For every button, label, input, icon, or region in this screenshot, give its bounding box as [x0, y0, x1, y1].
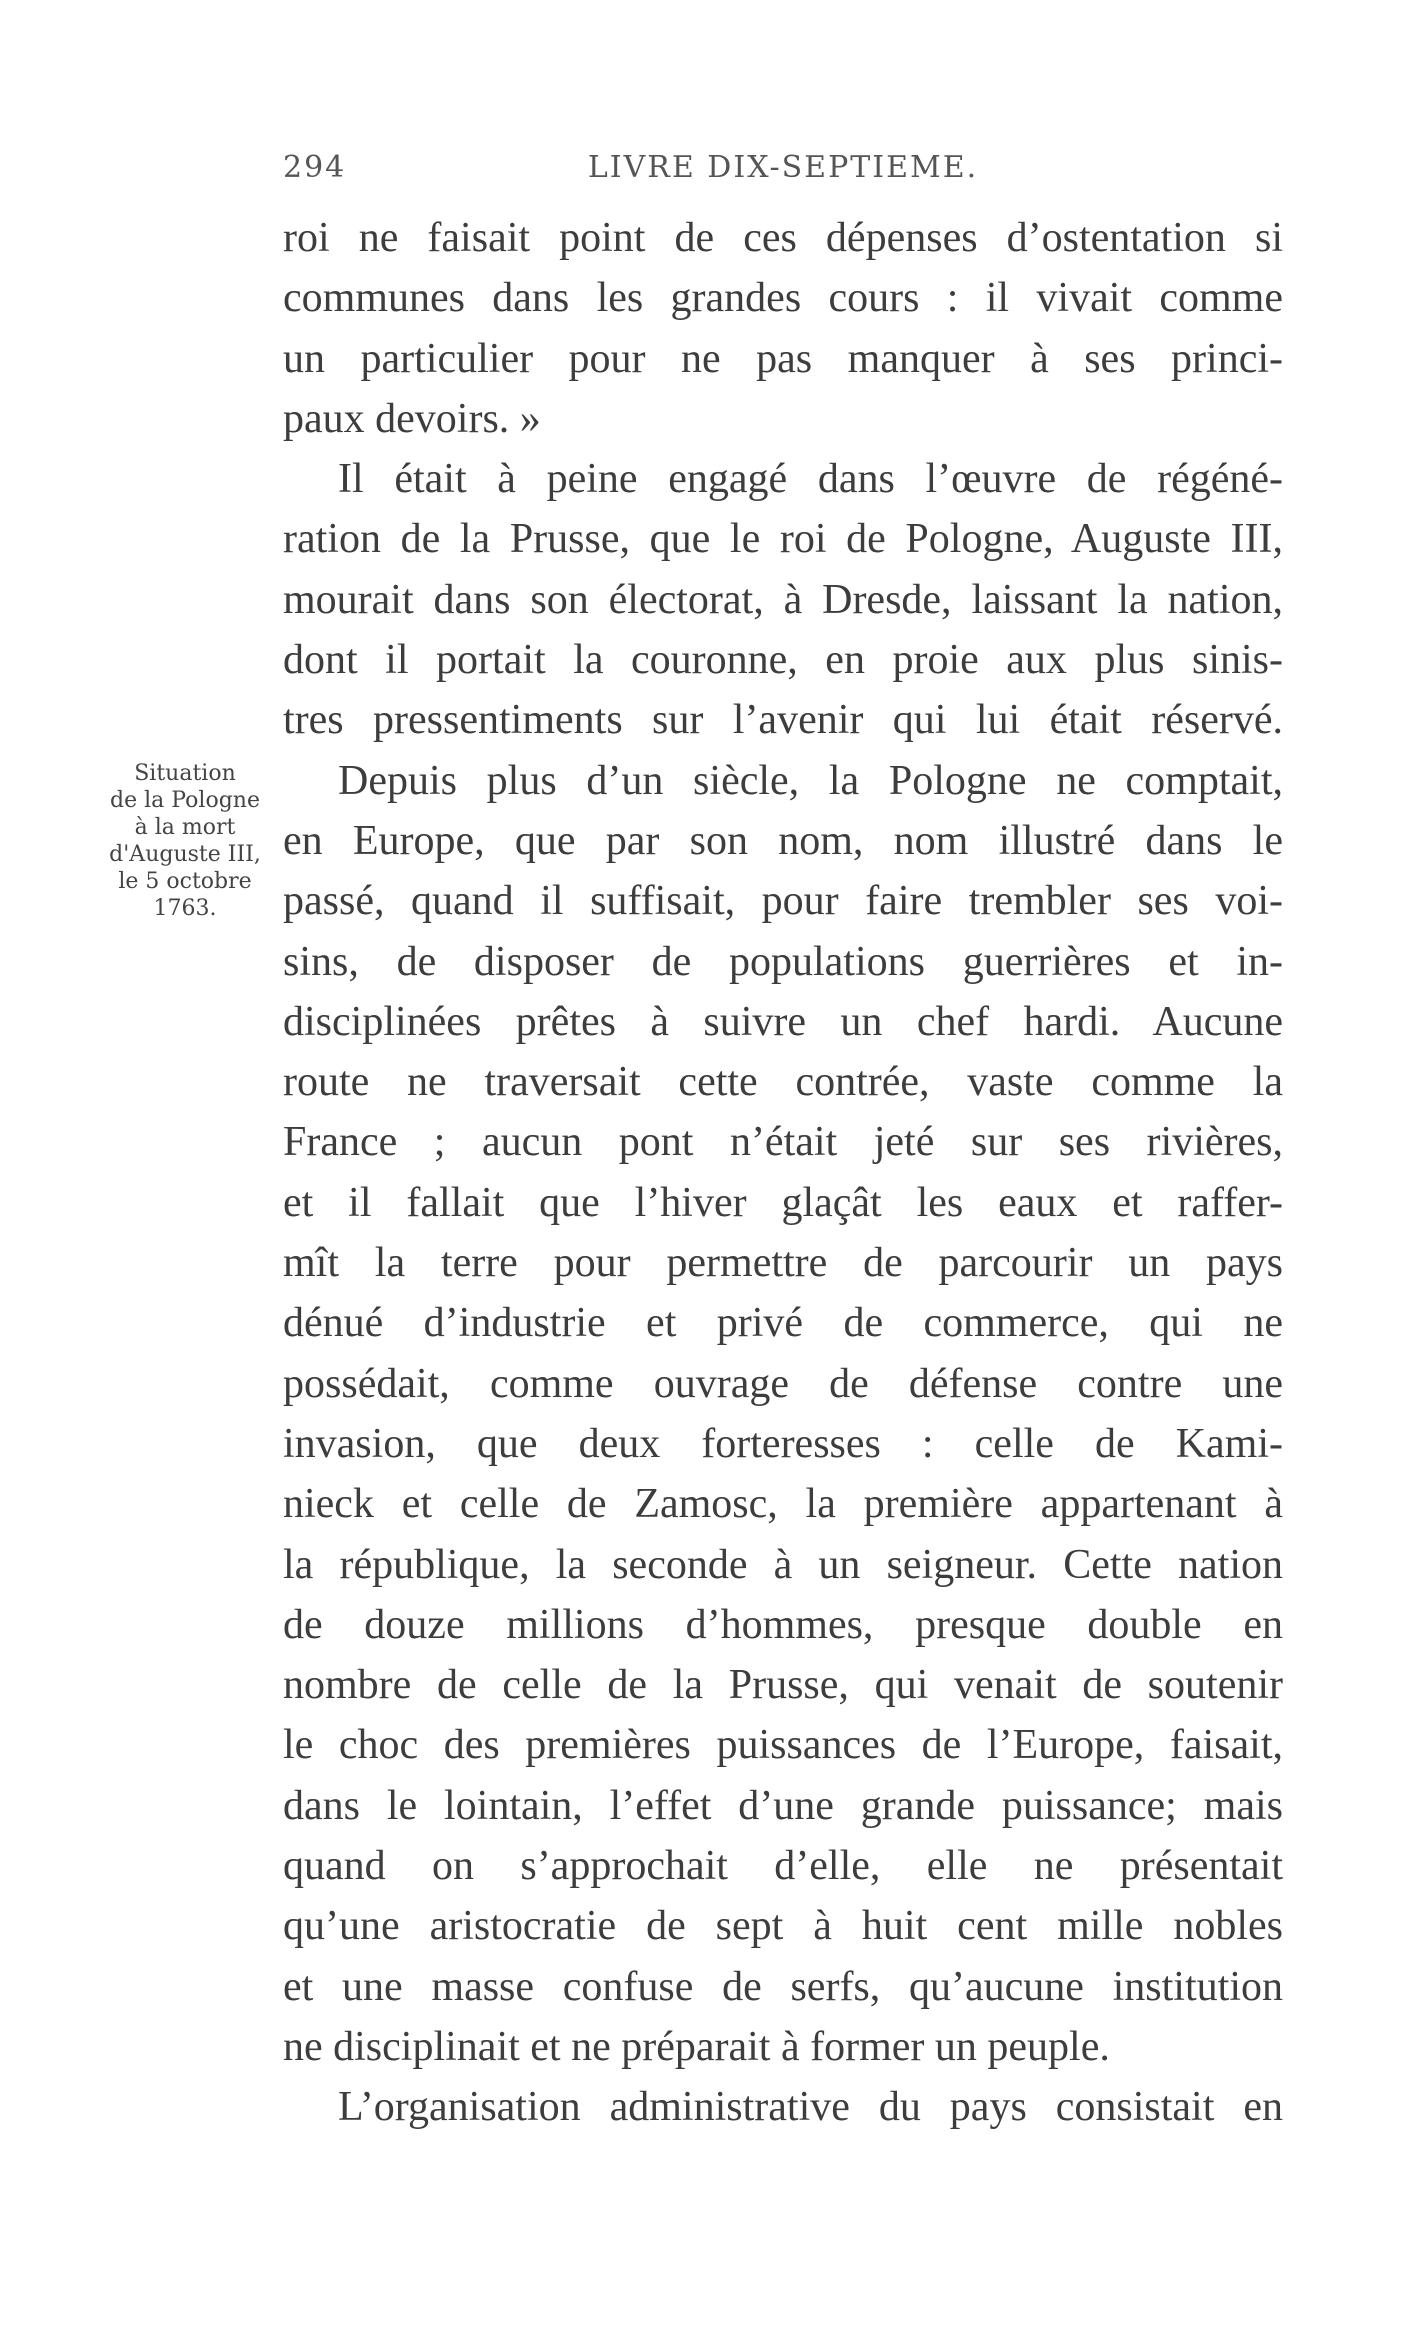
text-line: disciplinées prêtes à suivre un chef hardi. Aucune	[283, 998, 1283, 1045]
body-text	[283, 208, 1283, 2138]
text-line: mît la terre pour permettre de parcourir un pays	[283, 1240, 1283, 1287]
margin-note-line: 1763.	[153, 896, 217, 921]
text-line: France ; aucun pont n’était jeté sur ses rivières,	[283, 1119, 1283, 1166]
text-line: quand on s’approchait d’elle, elle ne présentait	[283, 1843, 1283, 1890]
text-line: sins, de disposer de populations guerrières et in-	[283, 938, 1283, 985]
text-line: L’organisation administrative du pays consistait en	[338, 2084, 1283, 2131]
text-line: nombre de celle de la Prusse, qui venait de soutenir	[283, 1662, 1283, 1709]
margin-note-line: de la Pologne	[110, 788, 260, 813]
text-line: mourait dans son électorat, à Dresde, laissant la nation,	[283, 576, 1283, 623]
text-line: un particulier pour ne pas manquer à ses princi-	[283, 335, 1283, 382]
page-header	[283, 150, 1283, 200]
text-line: en Europe, que par son nom, nom illustré dans le	[283, 817, 1283, 864]
text-line: le choc des premières puissances de l’Europe, faisait,	[283, 1722, 1283, 1769]
text-line: ration de la Prusse, que le roi de Pologne, Auguste III,	[283, 516, 1283, 563]
text-line: tres pressentiments sur l’avenir qui lui était réservé.	[283, 697, 1283, 744]
text-line: paux devoirs. »	[283, 395, 541, 442]
margin-note-line: d'Auguste III,	[109, 842, 261, 867]
running-title: LIVRE DIX-SEPTIEME.	[587, 150, 979, 185]
margin-note	[95, 760, 275, 922]
text-line: et une masse confuse de serfs, qu’aucune institution	[283, 1963, 1283, 2010]
text-line: possédait, comme ouvrage de défense contre une	[283, 1360, 1283, 1407]
text-line: ne disciplinait et ne préparait à former un peuple.	[283, 2023, 1110, 2070]
text-line: communes dans les grandes cours : il vivait comme	[283, 275, 1283, 322]
margin-note-line: le 5 octobre	[118, 869, 252, 894]
text-line: qu’une aristocratie de sept à huit cent mille nobles	[283, 1903, 1283, 1950]
margin-note-line: Situation	[134, 761, 236, 786]
margin-note-line: à la mort	[134, 815, 236, 840]
text-line: dans le lointain, l’effet d’une grande puissance; mais	[283, 1782, 1283, 1829]
text-line: invasion, que deux forteresses : celle de Kami-	[283, 1420, 1283, 1467]
text-line: roi ne faisait point de ces dépenses d’ostentation si	[283, 215, 1283, 261]
text-line: route ne traversait cette contrée, vaste comme la	[283, 1059, 1283, 1106]
text-line: Il était à peine engagé dans l’œuvre de régéné-	[338, 456, 1283, 503]
page-number: 294	[283, 150, 347, 185]
text-line: et il fallait que l’hiver glaçât les eaux et raffer-	[283, 1179, 1283, 1226]
text-line: dénué d’industrie et privé de commerce, qui ne	[283, 1300, 1283, 1347]
text-line: nieck et celle de Zamosc, la première appartenant à	[283, 1481, 1283, 1528]
text-line: passé, quand il suffisait, pour faire trembler ses voi-	[283, 878, 1283, 925]
text-line: dont il portait la couronne, en proie aux plus sinis-	[283, 637, 1283, 684]
text-line: de douze millions d’hommes, presque double en	[283, 1601, 1283, 1648]
text-line: la république, la seconde à un seigneur. Cette nation	[283, 1541, 1283, 1588]
text-line: Depuis plus d’un siècle, la Pologne ne comptait,	[338, 757, 1283, 804]
